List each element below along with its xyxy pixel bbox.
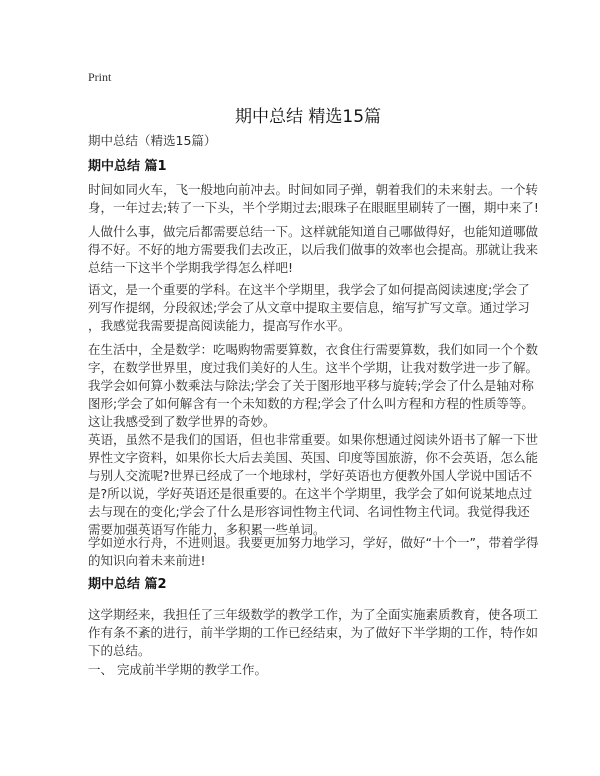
text-line: 期中总结（精选15篇） xyxy=(88,133,217,148)
paragraph xyxy=(88,606,539,660)
text-line: 人做什么事，做完后都需要总结一下。这样就能知道自己哪做得好，也能知道哪做 xyxy=(88,224,539,239)
text-line: ，我感觉我需要提高阅读能力，提高写作水平。 xyxy=(88,318,351,333)
text-line: 图形;学会了如何解含有一个未知数的方程;学会了什么叫方程和方程的性质等等。 xyxy=(88,396,534,411)
text-line: 界性文字资料，如果你长大后去美国、英国、印度等国旅游，你不会英语，怎么能 xyxy=(88,450,539,465)
paragraph xyxy=(88,534,539,570)
document-subtitle xyxy=(88,132,528,150)
text-line: 列写作提纲，分段叙述;学会了从文章中提取主要信息，缩写扩写文章。通过学习 xyxy=(88,300,530,315)
text-line: 期中总结 篇2 xyxy=(88,577,167,592)
text-line: 语文，是一个重要的学科。在这半个学期里，我学会了如何提高阅读速度;学会了 xyxy=(88,282,530,297)
text-line: 是?所以说，学好英语还是很重要的。在这半个学期里，我学会了如何说某地点过 xyxy=(88,486,533,501)
text-line: 学如逆水行舟，不进则退。我要更加努力地学习，学好，做好“十个一”，带着学得 xyxy=(88,535,539,550)
text-line: 身，一年过去;转了一下头，半个学期过去;眼珠子在眼眶里刷转了一圈，期中来了! xyxy=(88,200,539,215)
paragraph xyxy=(88,341,539,431)
text-line: 字，在数学世界里，度过我们美好的人生。这半个学期，让我对数学进一步了解。 xyxy=(88,360,539,375)
text-line: 时间如同火车，飞一般地向前冲去。时间如同子弹，朝着我们的未来射去。一个转 xyxy=(88,182,539,197)
text-line: 的知识向着未来前进! xyxy=(88,553,206,568)
text-line: 下的总结。 xyxy=(88,643,151,658)
text-line: 一、 完成前半学期的教学工作。 xyxy=(88,662,267,677)
paragraph xyxy=(88,181,539,217)
text-line: 这学期经来，我担任了三年级数学的教学工作，为了全面实施素质教育，使各项工 xyxy=(88,607,539,622)
page-title: 期中总结 精选15篇 xyxy=(234,107,382,127)
paragraph xyxy=(88,661,528,679)
text-line: 我学会如何算小数乘法与除法;学会了关于图形地平移与旋转;学会了什么是轴对称 xyxy=(88,378,534,393)
text-line: 需要加强英语写作能力，多积累一些单词。 xyxy=(88,522,326,537)
print-link[interactable]: Print xyxy=(88,70,112,84)
paragraph xyxy=(88,281,528,335)
text-line: 在生活中，全是数学：吃喝购物需要算数，衣食住行需要算数，我们如同一个个数 xyxy=(88,342,539,357)
text-line: 期中总结 篇1 xyxy=(88,159,167,174)
text-line: 英语，虽然不是我们的国语，但也非常重要。如果你想通过阅读外语书了解一下世 xyxy=(88,432,539,447)
text-line: 去与现在的变化;学会了什么是形容词性物主代词、名词性物主代词。我觉得我还 xyxy=(88,504,530,519)
paragraph xyxy=(88,223,539,277)
section-heading xyxy=(88,576,528,594)
text-line: 与别人交流呢?世界已经成了一个地球村，学好英语也方便教外国人学说中国话不 xyxy=(88,468,533,483)
text-line: 这让我感受到了数学世界的奇妙。 xyxy=(88,414,276,429)
text-line: 得不好。不好的地方需要我们去改正，以后我们做事的效率也会提高。那就让我来 xyxy=(88,242,539,257)
paragraph xyxy=(88,431,539,539)
section-heading xyxy=(88,158,528,176)
text-line: 总结一下这半个学期我学得怎么样吧! xyxy=(88,260,294,275)
text-line: 作有条不紊的进行，前半学期的工作已经结束，为了做好下半学期的工作，特作如 xyxy=(88,625,539,640)
